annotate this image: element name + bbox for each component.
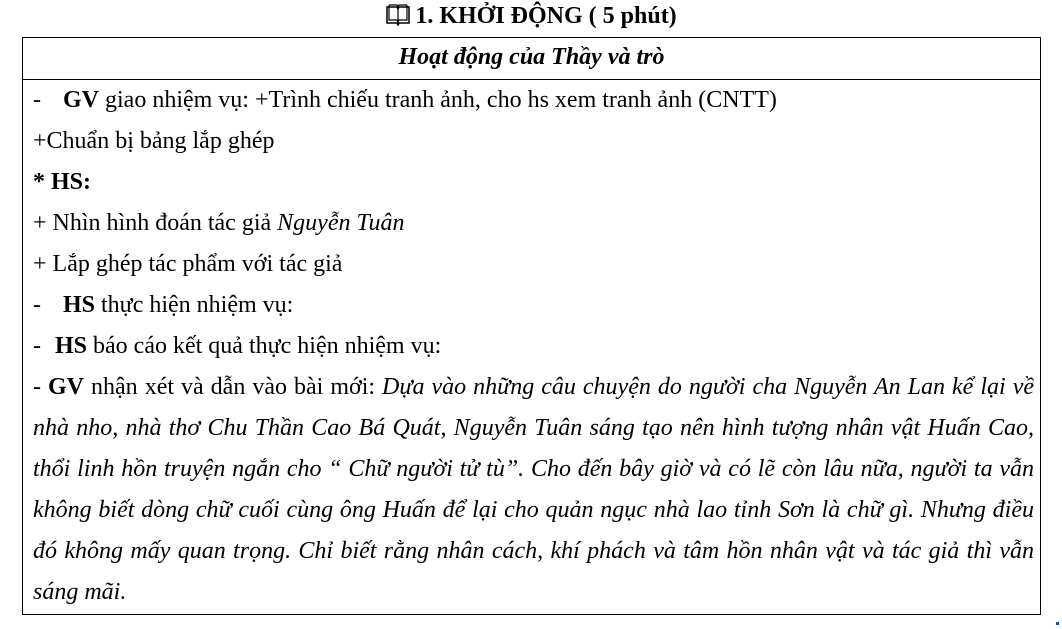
section-heading-text: 1. KHỞI ĐỘNG ( 5 phút)	[415, 3, 677, 29]
line-hs-report	[33, 326, 1034, 367]
author-name: Nguyễn Tuân	[277, 210, 405, 236]
line-text: +Chuẩn bị bảng lắp ghép	[33, 128, 275, 154]
dash: -	[33, 374, 49, 400]
table-body	[23, 80, 1040, 613]
bold-gv: GV	[48, 374, 85, 400]
line-gv-task	[33, 80, 1034, 121]
bold-gv: GV	[63, 87, 99, 113]
dash: -	[33, 333, 41, 359]
line-hs-heading	[33, 162, 1034, 203]
line-text: + Nhìn hình đoán tác giả	[33, 210, 278, 236]
table-header: Hoạt động của Thầy và trò	[23, 38, 1040, 80]
intro-italic-text: Dựa vào những câu chuyện do người cha Nguyễn An Lan kể lại về nhà nho, nhà thơ Chu Thần Cao Bá Quát, Nguyễn Tuân sáng tạo nên hình tượng nhân vật Huấn Cao, thổi linh hồn truyện ngắn cho “ Chữ người tử tù”. Cho đến bây giờ và có lẽ còn lâu nữa, người ta vẫn không biết dòng chữ cuối cùng ông Huấn để lại cho quản ngục nhà lao tỉnh Sơn là chữ gì. Nhưng điều đó không mấy quan trọng. Chỉ biết rằng nhân cách, khí phách và tâm hồn nhân vật và tác giả thì vẫn sáng mãi.	[33, 374, 1035, 605]
line-text: báo cáo kết quả thực hiện nhiệm vụ:	[87, 333, 442, 359]
section-heading	[0, 2, 1062, 33]
activity-table	[22, 37, 1041, 615]
book-icon	[385, 4, 411, 33]
line-text: thực hiện nhiệm vụ:	[95, 292, 294, 318]
paragraph-gv-intro	[33, 367, 1034, 613]
corner-mark	[1056, 622, 1059, 625]
bold-hs: * HS:	[33, 169, 92, 195]
line-hs-do-task	[33, 285, 1034, 326]
line-match-works	[33, 244, 1034, 285]
line-text: nhận xét và dẫn vào bài mới:	[84, 374, 383, 400]
line-prepare	[33, 121, 1034, 162]
bold-hs: HS	[63, 292, 96, 318]
dash: -	[33, 292, 41, 318]
line-guess-author	[33, 203, 1034, 244]
line-text: + Lắp ghép tác phẩm với tác giả	[33, 251, 343, 277]
line-text: giao nhiệm vụ: +Trình chiếu tranh ảnh, cho hs xem tranh ảnh (CNTT)	[99, 87, 777, 113]
dash: -	[33, 87, 41, 113]
bold-hs: HS	[55, 333, 88, 359]
